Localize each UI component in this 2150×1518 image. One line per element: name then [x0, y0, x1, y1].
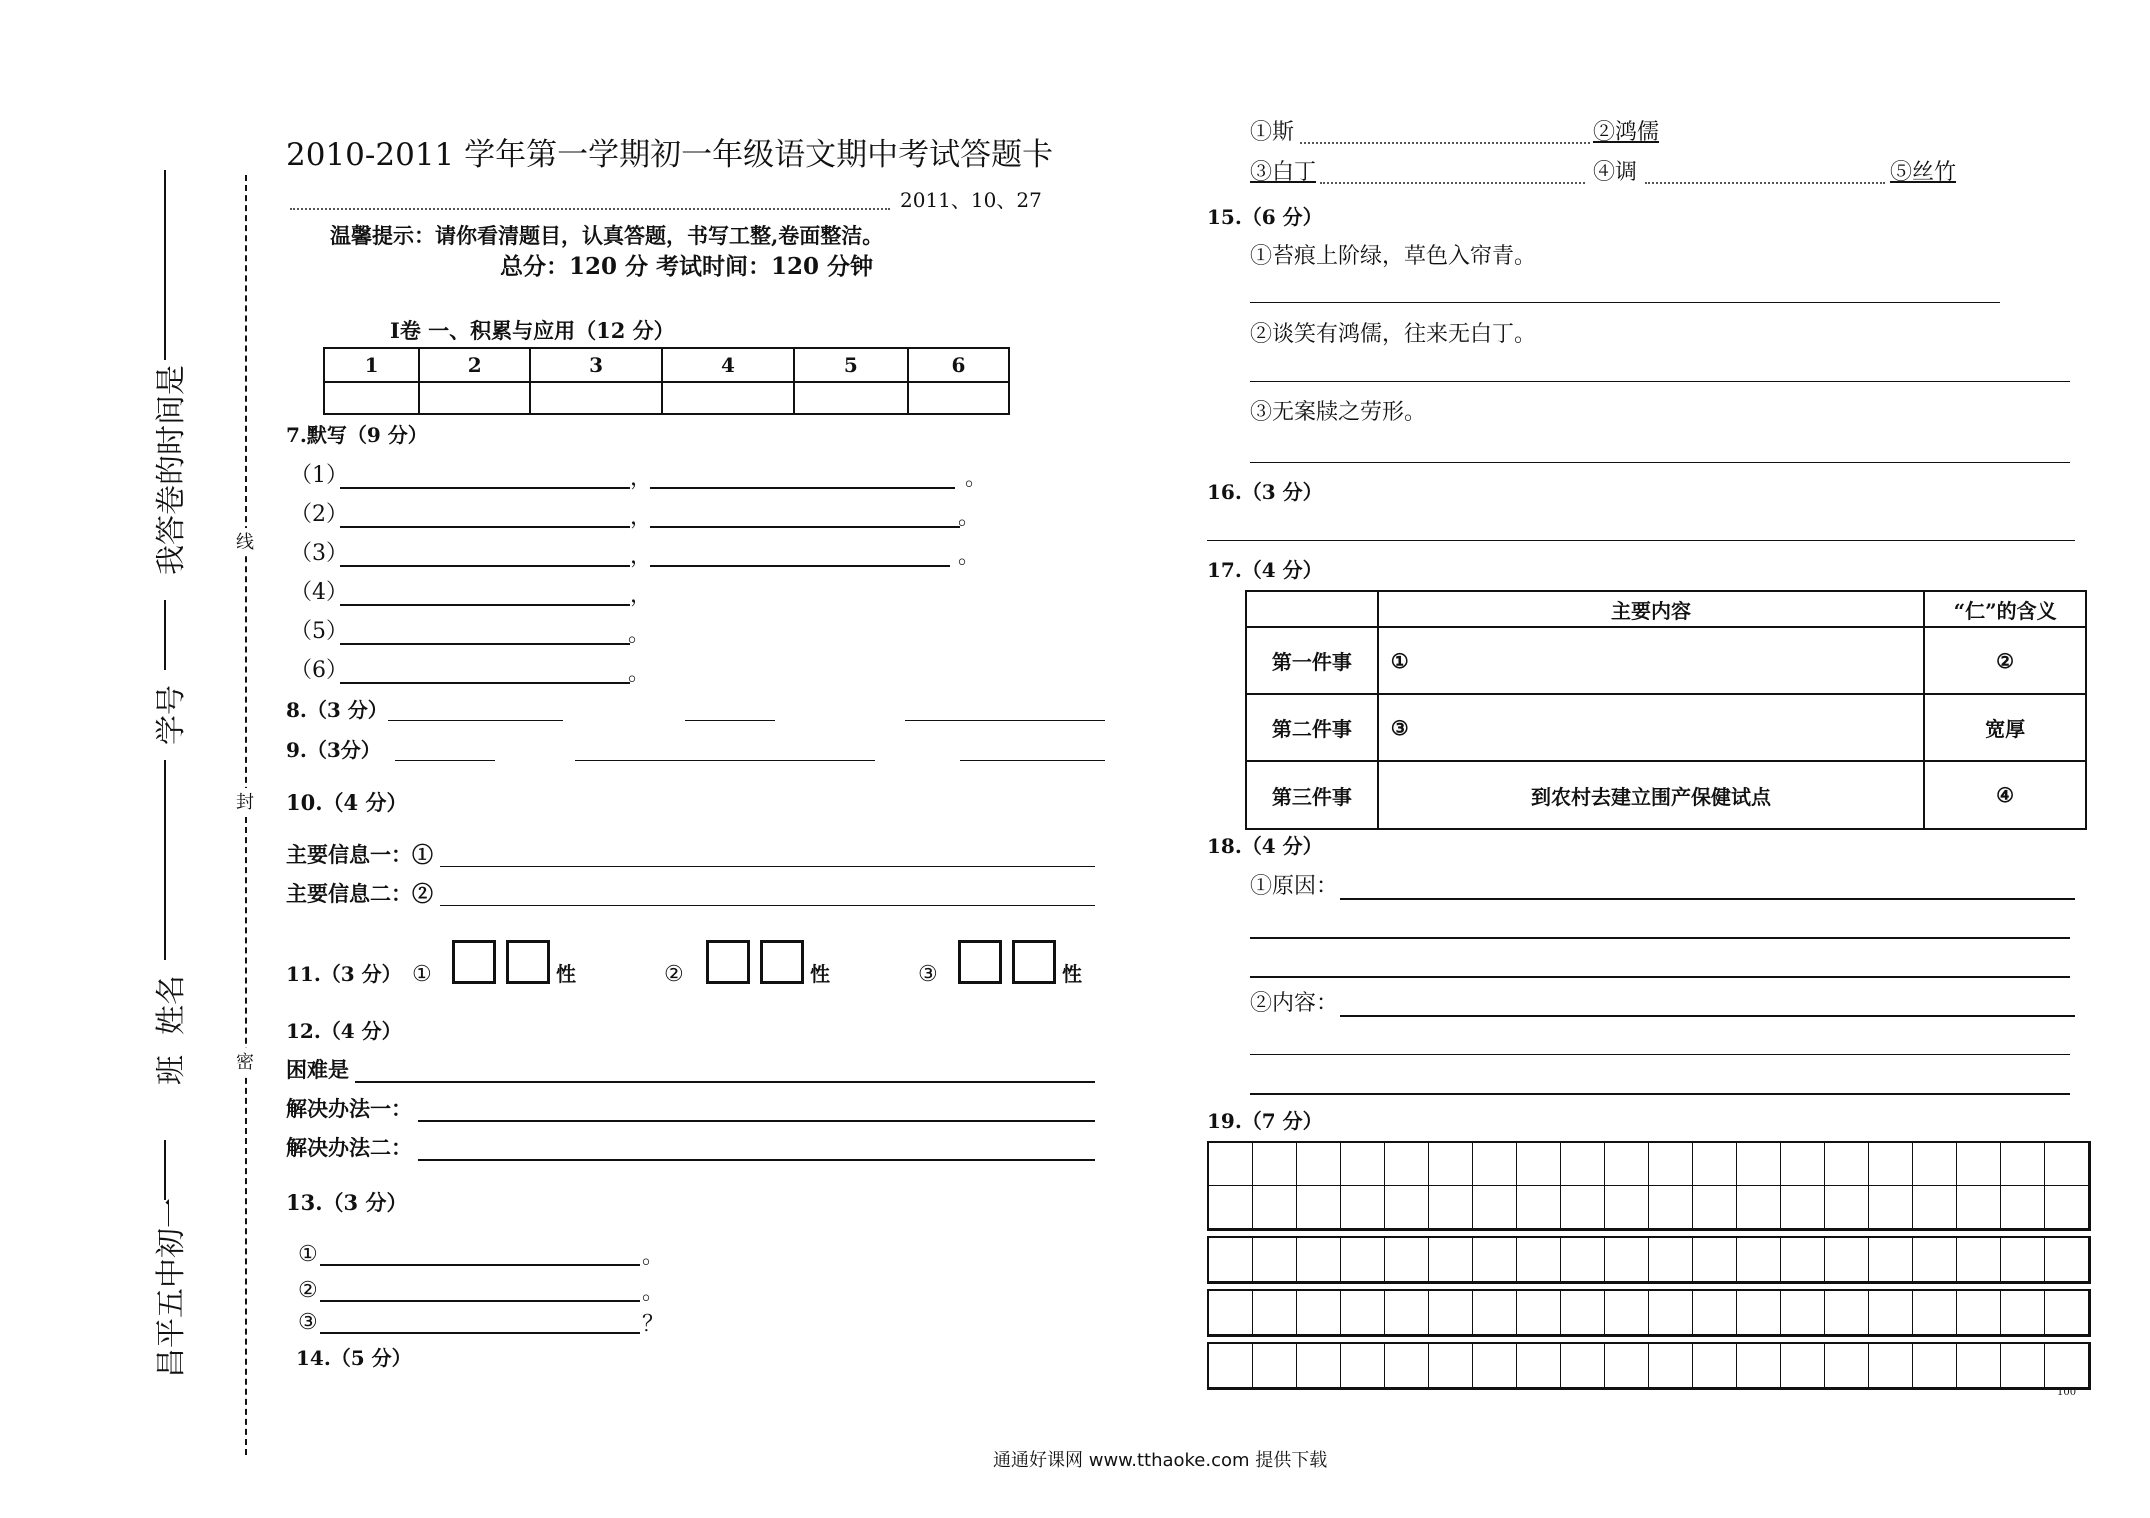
mc-col-1: 1: [324, 348, 419, 382]
q18-blank-content-3[interactable]: [1250, 1093, 2070, 1095]
q18-content: ②内容：: [1250, 991, 1339, 1016]
q7-blank-6[interactable]: [340, 682, 630, 684]
q18-blank-content-1[interactable]: [1340, 1015, 2075, 1017]
q8-label: 8.（3 分）: [286, 698, 388, 722]
writing-cell[interactable]: [1737, 1238, 1781, 1282]
q11-box-2b[interactable]: [760, 940, 804, 984]
writing-cell[interactable]: [1561, 1238, 1605, 1282]
date-dotted-line: [290, 208, 890, 210]
writing-cell[interactable]: [2045, 1143, 2089, 1186]
q7-comma-4: ，: [630, 583, 653, 608]
mc-answer-6[interactable]: [908, 382, 1009, 414]
writing-cell[interactable]: [1429, 1238, 1473, 1282]
writing-cell[interactable]: [1253, 1143, 1297, 1186]
q10-blank-2[interactable]: [440, 905, 1095, 906]
mc-col-3: 3: [530, 348, 662, 382]
q19-count-mark: 100: [2057, 1387, 2077, 1398]
mc-answer-3[interactable]: [530, 382, 662, 414]
writing-cell[interactable]: [1781, 1238, 1825, 1282]
q7-blank-3b[interactable]: [650, 565, 950, 567]
writing-cell[interactable]: [1297, 1291, 1341, 1335]
side-label-school: 昌平五中初一: [154, 1198, 189, 1378]
q9-blank-1[interactable]: [395, 760, 495, 761]
writing-cell[interactable]: [1913, 1143, 1957, 1186]
writing-cell[interactable]: [1209, 1186, 1253, 1229]
q10-label: 10.（4 分）: [286, 790, 408, 815]
writing-cell[interactable]: [1605, 1344, 1649, 1388]
q17-label: 17.（4 分）: [1207, 558, 1323, 582]
q8-blank-2[interactable]: [685, 720, 775, 721]
q18-label: 18.（4 分）: [1207, 834, 1323, 858]
q11-box-1a[interactable]: [452, 940, 496, 984]
q12-blank-solution2[interactable]: [418, 1159, 1095, 1161]
writing-cell[interactable]: [1869, 1186, 1913, 1229]
q7-period-1: 。: [965, 466, 988, 491]
writing-cell[interactable]: [1253, 1186, 1297, 1229]
writing-cell[interactable]: [1737, 1186, 1781, 1229]
q14-word-3: ③白丁: [1250, 160, 1317, 185]
writing-cell[interactable]: [1385, 1291, 1429, 1335]
writing-cell[interactable]: [1649, 1291, 1693, 1335]
q7-period-5: 。: [628, 622, 651, 647]
q7-blank-5[interactable]: [340, 643, 630, 645]
writing-cell[interactable]: [1913, 1344, 1957, 1388]
writing-cell[interactable]: [1913, 1291, 1957, 1335]
q12-blank-difficulty[interactable]: [355, 1081, 1095, 1083]
q10-blank-1[interactable]: [440, 866, 1095, 867]
q7-blank-1b[interactable]: [650, 487, 955, 489]
q17-row2-event: 第二件事: [1246, 694, 1378, 761]
q11-box-3a[interactable]: [958, 940, 1002, 984]
writing-cell[interactable]: [1209, 1238, 1253, 1282]
writing-cell[interactable]: [1605, 1291, 1649, 1335]
writing-cell[interactable]: [1209, 1143, 1253, 1186]
writing-cell[interactable]: [1957, 1143, 2001, 1186]
q17-row3-meaning[interactable]: ④: [1924, 761, 2086, 829]
q15-blank-1[interactable]: [1250, 302, 2000, 303]
writing-cell[interactable]: [1825, 1186, 1869, 1229]
q17-row2-content[interactable]: ③: [1378, 694, 1925, 761]
q12-solution1: 解决办法一：: [286, 1096, 412, 1121]
writing-cell[interactable]: [2001, 1344, 2045, 1388]
section1-heading: Ⅰ卷 一、积累与应用（12 分）: [390, 318, 675, 343]
q17-table: [1245, 590, 2087, 830]
writing-cell[interactable]: [1781, 1344, 1825, 1388]
q12-blank-solution1[interactable]: [418, 1120, 1095, 1122]
writing-cell[interactable]: [1341, 1238, 1385, 1282]
q13-item-2: ②: [298, 1278, 318, 1303]
q14-label: 14.（5 分）: [296, 1346, 412, 1370]
writing-cell[interactable]: [1781, 1143, 1825, 1186]
page-title: 2010-2011 学年第一学期初一年级语文期中考试答题卡: [286, 137, 1054, 173]
q15-blank-2[interactable]: [1250, 381, 2070, 382]
writing-cell[interactable]: [1253, 1344, 1297, 1388]
writing-cell[interactable]: [1385, 1344, 1429, 1388]
writing-cell[interactable]: [1957, 1186, 2001, 1229]
q14-word-1: ①斯: [1250, 120, 1295, 145]
q17-header-blank: [1246, 591, 1378, 627]
writing-cell[interactable]: [1253, 1291, 1297, 1335]
mc-answer-1[interactable]: [324, 382, 419, 414]
mc-col-5: 5: [794, 348, 908, 382]
q11-suffix-2: 性: [810, 962, 830, 986]
q13-blank-1[interactable]: [320, 1264, 640, 1266]
score-time: 总分：120 分 考试时间：120 分钟: [500, 253, 874, 280]
writing-cell[interactable]: [1605, 1238, 1649, 1282]
writing-cell[interactable]: [1209, 1344, 1253, 1388]
writing-cell[interactable]: [1957, 1238, 2001, 1282]
q11-mark-3: ③: [918, 962, 938, 987]
writing-cell[interactable]: [1825, 1143, 1869, 1186]
side-label-class: 班: [154, 1055, 189, 1085]
writing-cell[interactable]: [1649, 1186, 1693, 1229]
q7-label: 7.默写（9 分）: [286, 423, 428, 447]
q7-blank-2a[interactable]: [340, 526, 630, 528]
q7-blank-2b[interactable]: [650, 526, 960, 528]
writing-cell[interactable]: [1297, 1344, 1341, 1388]
writing-cell[interactable]: [1825, 1291, 1869, 1335]
writing-cell[interactable]: [1869, 1344, 1913, 1388]
q15-sentence-3: ③无案牍之劳形。: [1250, 400, 1427, 425]
q9-blank-3[interactable]: [960, 760, 1105, 761]
q8-blank-1[interactable]: [388, 720, 563, 721]
q19-writing-grid-c[interactable]: [1207, 1289, 2091, 1337]
writing-cell[interactable]: [1473, 1238, 1517, 1282]
q7-comma-2: ，: [630, 505, 653, 530]
writing-cell[interactable]: [1473, 1344, 1517, 1388]
side-line-school: [164, 1140, 166, 1200]
seal-mark-seal: 封: [236, 788, 254, 814]
mc-answer-2[interactable]: [419, 382, 530, 414]
side-label-student-no: 学号: [154, 685, 189, 745]
writing-cell[interactable]: [1561, 1344, 1605, 1388]
q17-row1-event: 第一件事: [1246, 627, 1378, 694]
writing-cell[interactable]: [1649, 1344, 1693, 1388]
writing-cell[interactable]: [1341, 1186, 1385, 1229]
side-line-name: [164, 760, 166, 960]
q12-difficulty: 困难是: [286, 1057, 349, 1082]
writing-cell[interactable]: [1737, 1344, 1781, 1388]
writing-cell[interactable]: [1341, 1143, 1385, 1186]
q19-writing-grid-d[interactable]: [1207, 1342, 2091, 1390]
writing-cell[interactable]: [1561, 1186, 1605, 1229]
q19-writing-grid-b[interactable]: [1207, 1236, 2091, 1284]
writing-cell[interactable]: [1825, 1238, 1869, 1282]
writing-cell[interactable]: [1429, 1143, 1473, 1186]
q17-row3-content: 到农村去建立围产保健试点: [1378, 761, 1925, 829]
writing-cell[interactable]: [2001, 1238, 2045, 1282]
q7-item-3: （3）: [290, 541, 348, 566]
q7-item-4: （4）: [290, 580, 348, 605]
writing-cell[interactable]: [1605, 1143, 1649, 1186]
writing-cell[interactable]: [1517, 1291, 1561, 1335]
q7-comma-3: ，: [630, 544, 653, 569]
writing-cell[interactable]: [1561, 1143, 1605, 1186]
q15-sentence-1: ①苔痕上阶绿，草色入帘青。: [1250, 244, 1537, 269]
writing-cell[interactable]: [1693, 1238, 1737, 1282]
q7-item-2: （2）: [290, 502, 348, 527]
writing-cell[interactable]: [1473, 1186, 1517, 1229]
writing-cell[interactable]: [1869, 1291, 1913, 1335]
q17-row2-meaning: 宽厚: [1924, 694, 2086, 761]
q13-end-2: 。: [642, 1280, 665, 1305]
writing-cell[interactable]: [2045, 1291, 2089, 1335]
q13-item-1: ①: [298, 1242, 318, 1267]
q13-label: 13.（3 分）: [286, 1190, 408, 1215]
q13-end-3: ？: [642, 1312, 665, 1337]
writing-cell[interactable]: [1429, 1344, 1473, 1388]
writing-cell[interactable]: [1957, 1344, 2001, 1388]
q11-suffix-3: 性: [1062, 962, 1082, 986]
q11-suffix-1: 性: [556, 962, 576, 986]
q7-blank-4[interactable]: [340, 604, 630, 606]
q11-box-3b[interactable]: [1012, 940, 1056, 984]
writing-cell[interactable]: [1605, 1186, 1649, 1229]
writing-cell[interactable]: [2001, 1143, 2045, 1186]
writing-cell[interactable]: [1253, 1238, 1297, 1282]
q7-blank-3a[interactable]: [340, 565, 630, 567]
q14-blank-4[interactable]: [1645, 182, 1885, 184]
mc-col-4: 4: [662, 348, 794, 382]
writing-cell[interactable]: [1297, 1186, 1341, 1229]
q11-box-2a[interactable]: [706, 940, 750, 984]
footer-source: 通通好课网 www.tthaoke.com 提供下载: [993, 1450, 1328, 1471]
writing-cell[interactable]: [1957, 1291, 2001, 1335]
writing-cell[interactable]: [1517, 1344, 1561, 1388]
writing-cell[interactable]: [1473, 1291, 1517, 1335]
q14-blank-3[interactable]: [1320, 182, 1585, 184]
q7-item-6: （6）: [290, 658, 348, 683]
mc-col-6: 6: [908, 348, 1009, 382]
side-line-student-no: [164, 600, 166, 670]
q7-period-3: 。: [958, 544, 981, 569]
q10-info2: 主要信息二：②: [286, 881, 433, 906]
q17-header-content: 主要内容: [1378, 591, 1925, 627]
writing-cell[interactable]: [1429, 1186, 1473, 1229]
q8-blank-3[interactable]: [905, 720, 1105, 721]
side-label-time: 我答卷的时间是: [154, 365, 189, 575]
writing-cell[interactable]: [1737, 1291, 1781, 1335]
writing-cell[interactable]: [1429, 1291, 1473, 1335]
q9-label: 9.（3分）: [286, 738, 381, 762]
q12-solution2: 解决办法二：: [286, 1135, 412, 1160]
q14-word-4: ④调: [1593, 160, 1638, 185]
q18-blank-reason-3[interactable]: [1250, 976, 2070, 978]
q18-blank-content-2[interactable]: [1250, 1054, 2070, 1055]
seal-mark-secret: 密: [236, 1048, 254, 1074]
q14-blank-1[interactable]: [1300, 142, 1590, 144]
q10-info1: 主要信息一：①: [286, 842, 433, 867]
q17-row1-content[interactable]: ①: [1378, 627, 1925, 694]
q11-label: 11.（3 分）: [286, 962, 402, 986]
q7-period-6: 。: [628, 661, 651, 686]
q14-word-5: ⑤丝竹: [1890, 160, 1957, 185]
writing-cell[interactable]: [1385, 1238, 1429, 1282]
writing-cell[interactable]: [1869, 1238, 1913, 1282]
q15-label: 15.（6 分）: [1207, 205, 1323, 229]
q18-blank-reason-1[interactable]: [1340, 898, 2075, 900]
writing-cell[interactable]: [2045, 1238, 2089, 1282]
q13-blank-2[interactable]: [320, 1300, 640, 1302]
q7-item-5: （5）: [290, 619, 348, 644]
writing-cell[interactable]: [1649, 1238, 1693, 1282]
writing-cell[interactable]: [1561, 1291, 1605, 1335]
writing-cell[interactable]: [1209, 1291, 1253, 1335]
writing-cell[interactable]: [1693, 1186, 1737, 1229]
q18-blank-reason-2[interactable]: [1250, 937, 2070, 939]
writing-cell[interactable]: [2045, 1344, 2089, 1388]
q19-writing-grid-a[interactable]: [1207, 1141, 2091, 1231]
q12-label: 12.（4 分）: [286, 1019, 402, 1043]
q16-blank[interactable]: [1207, 540, 2075, 541]
writing-cell[interactable]: [1341, 1291, 1385, 1335]
seal-dashed-line: [245, 175, 247, 1455]
q7-blank-1a[interactable]: [340, 487, 630, 489]
mc-answer-4[interactable]: [662, 382, 794, 414]
writing-cell[interactable]: [1473, 1143, 1517, 1186]
q14-word-2: ②鸿儒: [1593, 120, 1660, 145]
writing-cell[interactable]: [1385, 1143, 1429, 1186]
writing-cell[interactable]: [1913, 1238, 1957, 1282]
writing-cell[interactable]: [2001, 1291, 2045, 1335]
side-line-time: [164, 170, 166, 360]
q13-end-1: 。: [642, 1244, 665, 1269]
writing-cell[interactable]: [1341, 1344, 1385, 1388]
writing-cell[interactable]: [1913, 1186, 1957, 1229]
writing-cell[interactable]: [1517, 1238, 1561, 1282]
mc-col-2: 2: [419, 348, 530, 382]
writing-cell[interactable]: [1297, 1238, 1341, 1282]
q9-blank-2[interactable]: [575, 760, 875, 761]
writing-cell[interactable]: [1649, 1143, 1693, 1186]
mc-answer-grid: [323, 347, 1010, 415]
writing-cell[interactable]: [1781, 1291, 1825, 1335]
q16-label: 16.（3 分）: [1207, 480, 1323, 504]
writing-cell[interactable]: [1869, 1143, 1913, 1186]
writing-cell[interactable]: [2045, 1186, 2089, 1229]
writing-cell[interactable]: [2001, 1186, 2045, 1229]
writing-cell[interactable]: [1693, 1143, 1737, 1186]
q11-mark-1: ①: [412, 962, 432, 987]
writing-cell[interactable]: [1737, 1143, 1781, 1186]
side-label-name: 姓名: [154, 975, 189, 1035]
writing-cell[interactable]: [1517, 1186, 1561, 1229]
tip-text: 温馨提示：请你看清题目，认真答题，书写工整,卷面整洁。: [330, 223, 884, 248]
q11-box-1b[interactable]: [506, 940, 550, 984]
writing-cell[interactable]: [1517, 1143, 1561, 1186]
q15-sentence-2: ②谈笑有鸿儒，往来无白丁。: [1250, 322, 1537, 347]
writing-cell[interactable]: [1781, 1186, 1825, 1229]
q15-blank-3[interactable]: [1250, 462, 2070, 463]
writing-cell[interactable]: [1385, 1186, 1429, 1229]
q18-reason: ①原因：: [1250, 874, 1339, 899]
exam-date: 2011、10、27: [900, 188, 1042, 212]
q19-label: 19.（7 分）: [1207, 1109, 1323, 1133]
q7-comma-1: ，: [630, 466, 653, 491]
writing-cell[interactable]: [1297, 1143, 1341, 1186]
q11-mark-2: ②: [664, 962, 684, 987]
q7-period-2: 。: [958, 505, 981, 530]
mc-answer-5[interactable]: [794, 382, 908, 414]
q13-item-3: ③: [298, 1310, 318, 1335]
q17-header-meaning: “仁”的含义: [1924, 591, 2086, 627]
q17-row1-meaning[interactable]: ②: [1924, 627, 2086, 694]
q7-item-1: （1）: [290, 463, 348, 488]
q17-row3-event: 第三件事: [1246, 761, 1378, 829]
writing-cell[interactable]: [1693, 1291, 1737, 1335]
writing-cell[interactable]: [1693, 1344, 1737, 1388]
seal-mark-line: 线: [236, 528, 254, 554]
writing-cell[interactable]: [1825, 1344, 1869, 1388]
q13-blank-3[interactable]: [320, 1332, 640, 1334]
